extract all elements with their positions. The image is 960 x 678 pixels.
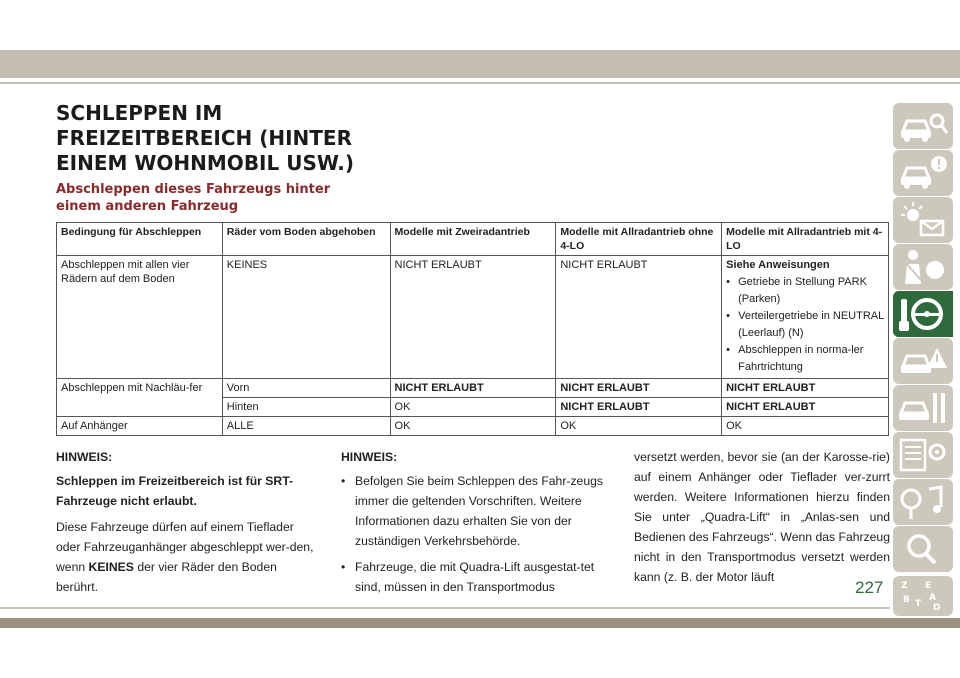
- table-cell: Hinten: [222, 398, 390, 417]
- list-item: • Getriebe in Stellung PARK (Parken): [726, 274, 884, 308]
- table-cell: Vorn: [222, 379, 390, 398]
- table-header: Bedingung für Abschleppen: [57, 223, 223, 256]
- instructions-list: [726, 274, 884, 376]
- table-cell: OK: [390, 417, 556, 436]
- text-column-1: [56, 447, 321, 603]
- table-cell: KEINES: [222, 256, 390, 379]
- table-cell: NICHT ERLAUBT: [722, 379, 889, 398]
- paragraph-text: der vier Räder den Boden berührt.: [56, 560, 277, 594]
- table-cell: NICHT ERLAUBT: [722, 398, 889, 417]
- note-label: HINWEIS:: [341, 450, 398, 464]
- footer-band: [0, 618, 960, 628]
- table-cell: [722, 256, 889, 379]
- paragraph-text: Diese Fahrzeuge dürfen auf einem Tieflader oder Fahrzeuganhänger abgeschleppt wer-den, wenn: [56, 520, 314, 574]
- header-rule: [0, 82, 960, 84]
- table-cell: NICHT ERLAUBT: [556, 398, 722, 417]
- steering-wheel-key-icon: [893, 291, 953, 337]
- table-cell: ALLE: [222, 417, 390, 436]
- tab-vehicle-info[interactable]: [893, 150, 953, 196]
- list-item: • Fahrzeuge, die mit Quadra-Lift ausgestat-tet sind, müssen in den Transportmodus: [341, 557, 606, 597]
- table-cell: OK: [390, 398, 556, 417]
- text-column-3: [634, 447, 890, 593]
- light-message-icon: [893, 197, 953, 243]
- table-cell: NICHT ERLAUBT: [390, 379, 556, 398]
- footer-rule: [0, 607, 890, 609]
- table-row: [57, 417, 889, 436]
- tab-safety[interactable]: [893, 244, 953, 290]
- list-item: • Befolgen Sie beim Schleppen des Fahr-zeugs immer die geltenden Vorschriften. Weitere Informationen dazu erhalten Sie von der zuständigen Verkehrsbehörde.: [341, 471, 606, 551]
- tab-emergency[interactable]: [893, 338, 953, 384]
- table-cell: NICHT ERLAUBT: [556, 379, 722, 398]
- note-text: Schleppen im Freizeitbereich ist für SRT-Fahrzeuge nicht erlaubt.: [56, 474, 294, 508]
- search-icon: [893, 526, 953, 572]
- table-header: Modelle mit Zweiradantrieb: [390, 223, 556, 256]
- towing-table: [56, 222, 889, 436]
- svg-text:T: T: [915, 599, 922, 609]
- index-letters-icon: [893, 573, 953, 619]
- svg-text:E: E: [925, 581, 932, 591]
- table-cell: Abschleppen mit Nachläu-fer: [57, 379, 223, 417]
- paragraph: versetzt werden, bevor sie (an der Karosse-rie) auf einem Anhänger oder Tieflader ver-zurrt werden. Weitere Informationen hierzu finden Sie unter „Quadra-Lift“ in „Anlas-sen und Bedienen des Fahrzeugs“. Wenn das Fahrzeug nicht in den Transportmodus versetzt werden kann (z. B. der Motor läuft: [634, 450, 890, 584]
- table-cell: Abschleppen mit allen vier Rädern auf dem Boden: [57, 256, 223, 379]
- table-cell: Auf Anhänger: [57, 417, 223, 436]
- tab-starting-operating[interactable]: [893, 291, 953, 337]
- tab-multimedia[interactable]: [893, 479, 953, 525]
- tab-service[interactable]: [893, 385, 953, 431]
- table-cell: OK: [722, 417, 889, 436]
- tab-customer-support[interactable]: [893, 526, 953, 572]
- seatbelt-airbag-icon: [893, 244, 953, 290]
- tab-vehicle-overview[interactable]: [893, 103, 953, 149]
- car-info-icon: [893, 150, 953, 196]
- table-row: [57, 379, 889, 398]
- table-cell: NICHT ERLAUBT: [556, 256, 722, 379]
- svg-text:B: B: [903, 595, 910, 605]
- table-header: Modelle mit Allradantrieb ohne 4-LO: [556, 223, 722, 256]
- page-number: 227: [855, 578, 884, 597]
- list-item: • Abschleppen in norma-ler Fahrtrichtung: [726, 342, 884, 376]
- settings-list-icon: [893, 432, 953, 478]
- svg-text:A: A: [929, 593, 936, 603]
- table-header: Modelle mit Allradantrieb mit 4-LO: [722, 223, 889, 256]
- svg-text:D: D: [933, 603, 941, 613]
- note-list: [341, 471, 606, 597]
- table-cell: OK: [556, 417, 722, 436]
- emphasis-text: KEINES: [88, 560, 134, 574]
- header-band: [0, 50, 960, 78]
- car-warning-icon: [893, 338, 953, 384]
- table-header-row: [57, 223, 889, 256]
- svg-text:Z: Z: [901, 581, 908, 591]
- table-header: Räder vom Boden abgehoben: [222, 223, 390, 256]
- tab-lights-messages[interactable]: [893, 197, 953, 243]
- paragraph: [56, 517, 321, 597]
- text-column-2: [341, 447, 606, 603]
- table-row: [57, 256, 889, 379]
- car-search-icon: [893, 103, 953, 149]
- media-navigation-icon: [893, 479, 953, 525]
- tab-index[interactable]: [893, 573, 953, 613]
- car-service-icon: [893, 385, 953, 431]
- section-subtitle: Abschleppen dieses Fahrzeugs hinter einem anderen Fahrzeug: [56, 182, 331, 214]
- tab-specifications[interactable]: [893, 432, 953, 478]
- list-item: • Verteilergetriebe in NEUTRAL (Leerlauf) (N): [726, 308, 884, 342]
- note-label: HINWEIS:: [56, 450, 113, 464]
- table-cell: NICHT ERLAUBT: [390, 256, 556, 379]
- page-title: SCHLEPPEN IM FREIZEITBEREICH (HINTER EINEM WOHNMOBIL USW.): [56, 101, 355, 175]
- instructions-title: Siehe Anweisungen: [726, 259, 830, 271]
